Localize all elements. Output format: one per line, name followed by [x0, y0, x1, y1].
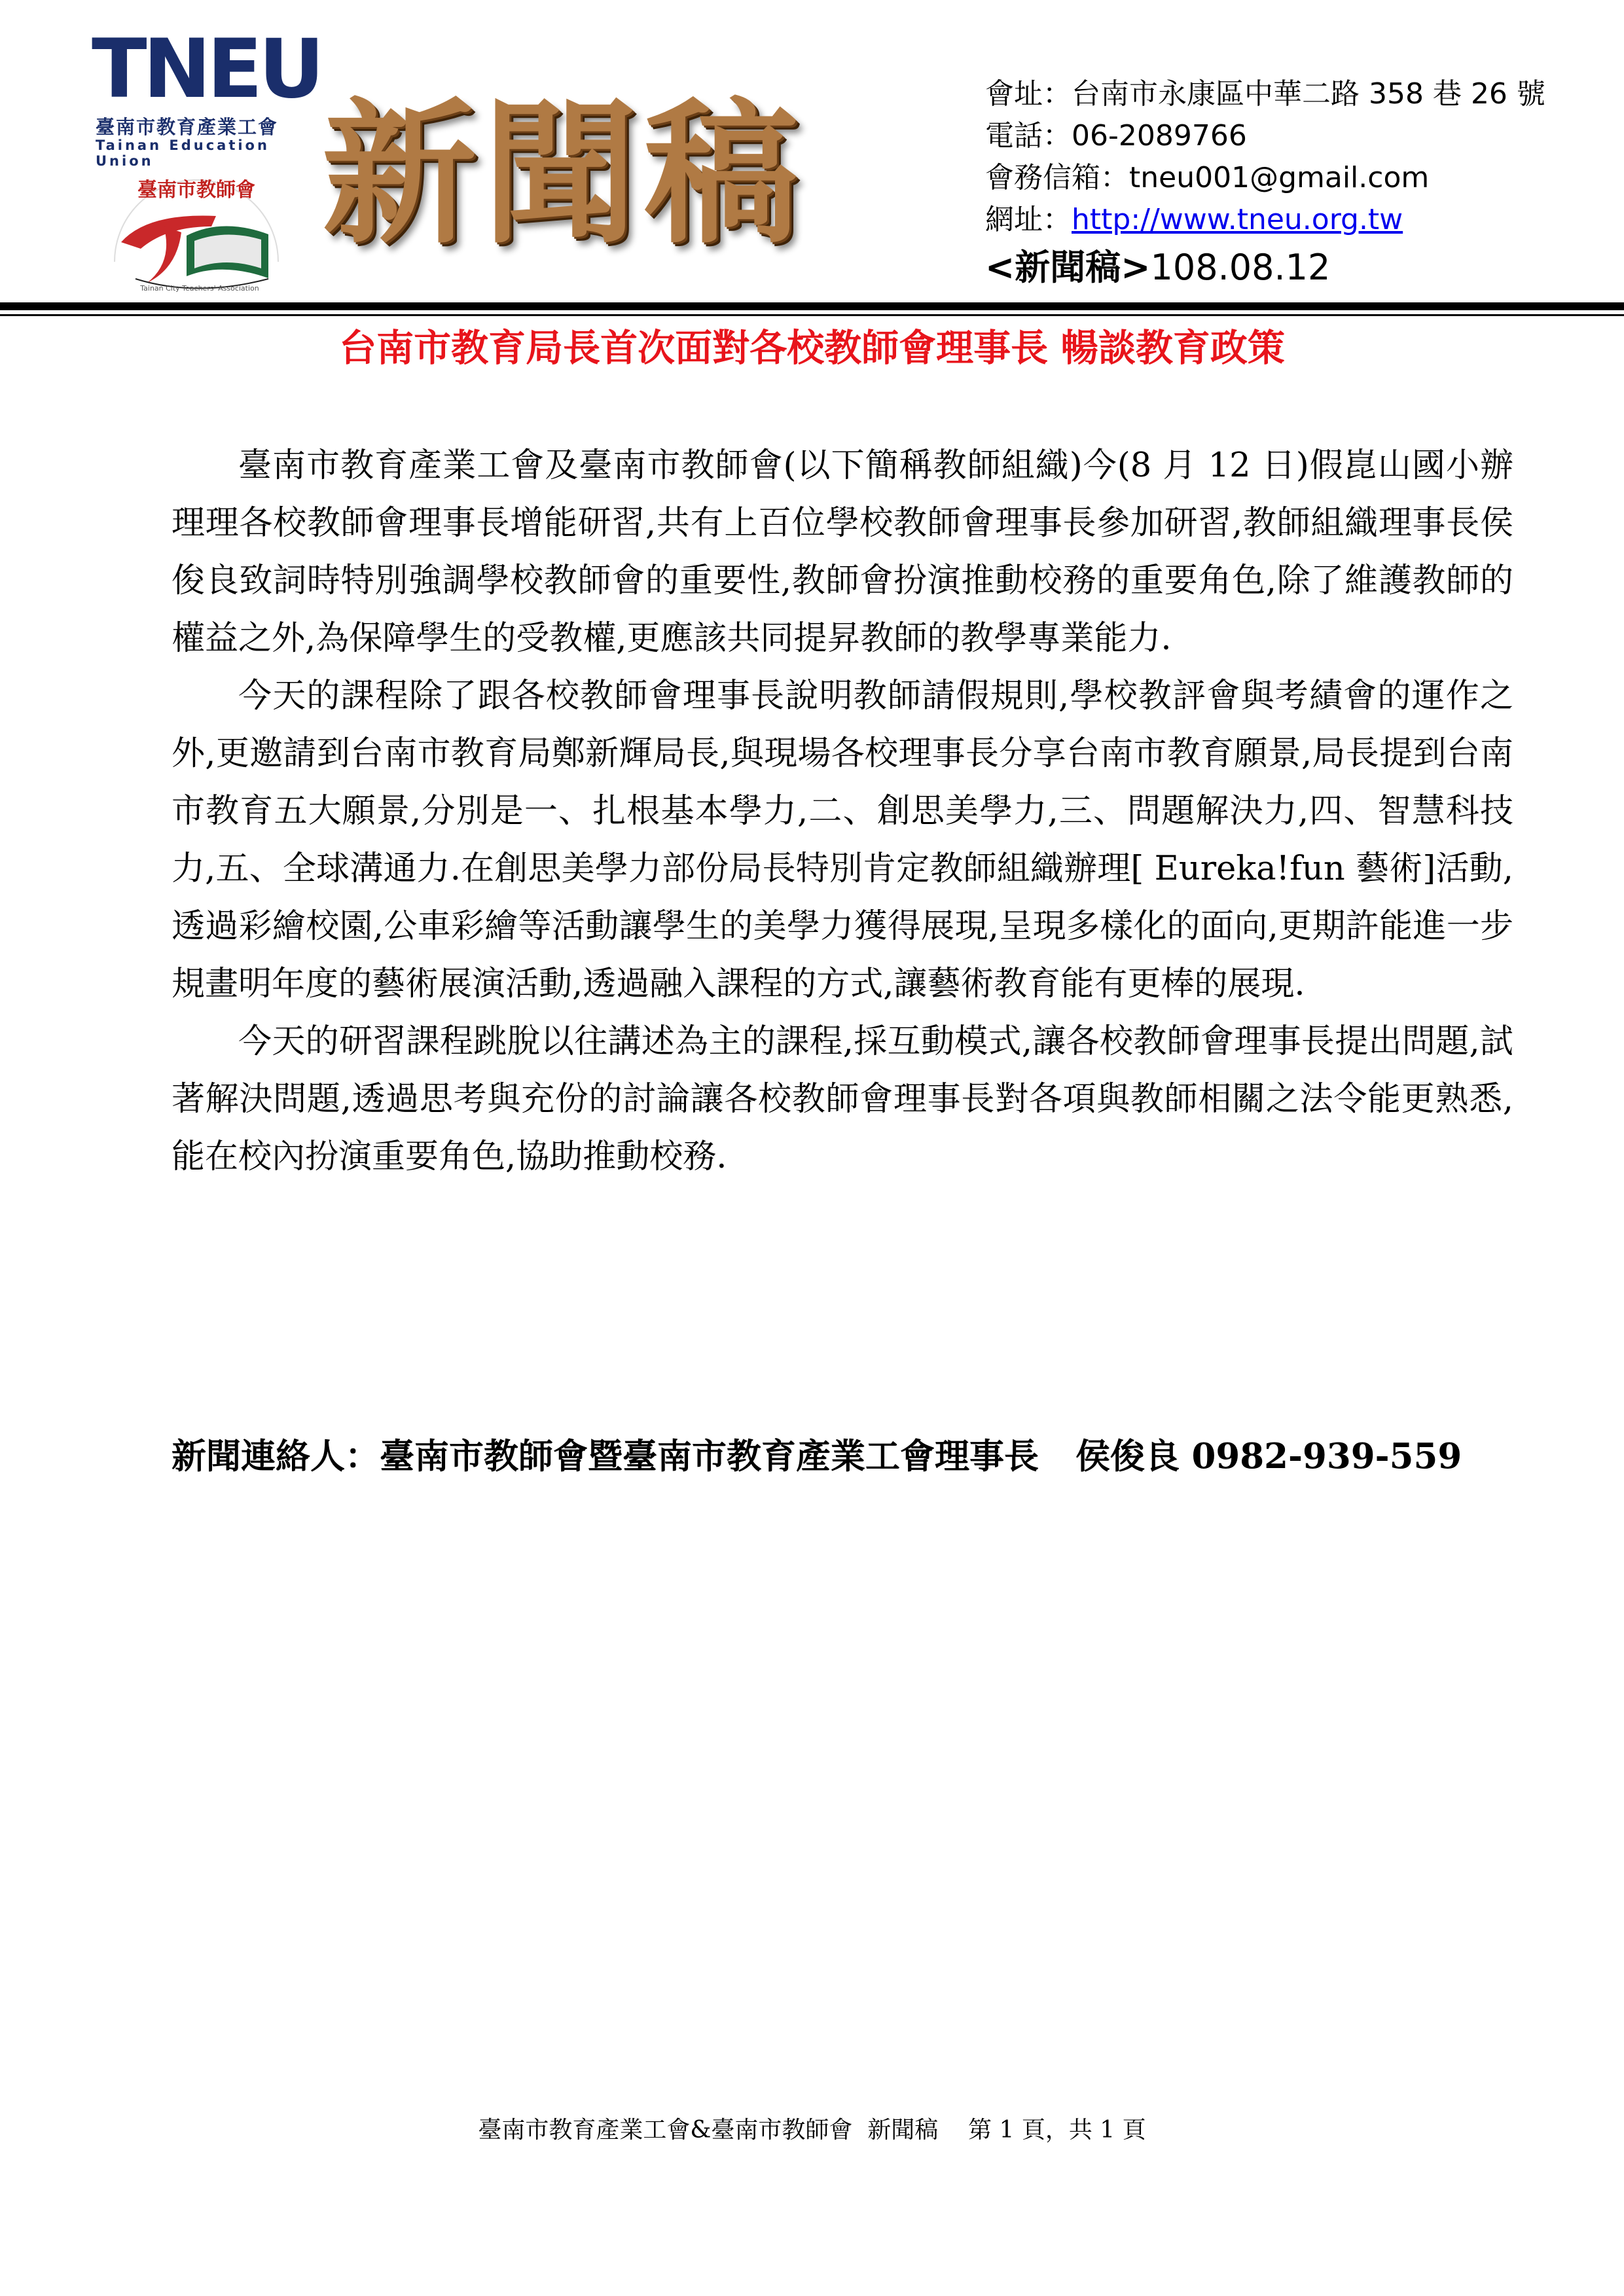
press-contact-name-phone: 侯俊良 0982-939-559	[1075, 1436, 1462, 1477]
body-paragraph-3: 今天的研習課程跳脫以往講述為主的課程,採互動模式,讓各校教師會理事長提出問題,試著解決問題,透過思考與充份的討論讓各校教師會理事長對各項與教師相關之法令能更熟悉,能在校內扮演重要角色,協助推動校務.	[171, 1022, 1513, 1176]
press-release-headline: 台南市教育局長首次面對各校教師會理事長 暢談教育政策	[339, 327, 1285, 370]
tneu-logo	[92, 22, 321, 169]
body-paragraph-2: 今天的課程除了跟各校教師會理事長說明教師請假規則,學校教評會與考績會的運作之外,更邀請到台南市教育局鄭新輝局長,與現場各校理事長分享台南市教育願景,局長提到台南市教育五大願景,分別是一、扎根基本學力,二、創思美學力,三、問題解決力,四、智慧科技力,五、全球溝通力.在創思美學力部份局長特別肯定教師組織辦理[ Eureka!fun 藝術]活動,透過彩繪校園,公車彩繪等活動讓學生的美學力獲得展現,呈現多樣化的面向,更期許能進一步規畫明年度的藝術展演活動,透過融入課程的方式,讓藝術教育能有更棒的展現.	[171, 677, 1513, 1003]
logo-name-en: Tainan Education Union	[96, 137, 270, 169]
contact-block	[985, 73, 1545, 295]
logo-name-zh: 臺南市教育產業工會	[96, 116, 279, 138]
teachers-association-logo	[101, 164, 291, 295]
assoc-name-zh: 臺南市教師會	[137, 179, 255, 202]
website-link[interactable]: http://www.tneu.org.tw	[1072, 203, 1403, 236]
assoc-name-en: Tainan City Teachers' Association	[140, 284, 259, 293]
page-footer: 臺南市教育產業工會&臺南市教師會 新聞稿 第 1 頁，共 1 頁	[478, 2117, 1146, 2144]
logo-acronym: TNEU	[92, 22, 321, 117]
email-line: 會務信箱：tneu001@gmail.com	[985, 161, 1430, 194]
masthead-title: 新聞稿	[322, 82, 806, 264]
dateline-tag: <新聞稿>	[985, 247, 1151, 288]
press-contact	[171, 1430, 1579, 1482]
website-line	[985, 199, 1545, 241]
press-contact-label: 新聞連絡人：臺南市教師會暨臺南市教育產業工會理事長	[171, 1436, 1039, 1477]
header-rule-thick	[0, 302, 1624, 310]
address-line: 會址：台南市永康區中華二路 358 巷 26 號	[985, 77, 1545, 111]
phone-line: 電話：06-2089766	[985, 119, 1247, 152]
article-body	[171, 437, 1513, 1186]
header-rule-thin	[0, 314, 1624, 316]
dateline-date: 108.08.12	[1150, 247, 1331, 288]
website-label: 網址：	[985, 203, 1072, 236]
association-emblem-icon	[101, 164, 291, 295]
body-paragraph-1: 臺南市教育產業工會及臺南市教師會(以下簡稱教師組織)今(8 月 12 日)假崑山國小辦理理各校教師會理事長增能研習,共有上百位學校教師會理事長參加研習,教師組織理事長侯俊良致詞時特別強調學校教師會的重要性,教師會扮演推動校務的重要角色,除了維護教師的權益之外,為保障學生的受教權,更應該共同提昇教師的教學專業能力.	[171, 446, 1513, 658]
dateline	[985, 241, 1545, 295]
